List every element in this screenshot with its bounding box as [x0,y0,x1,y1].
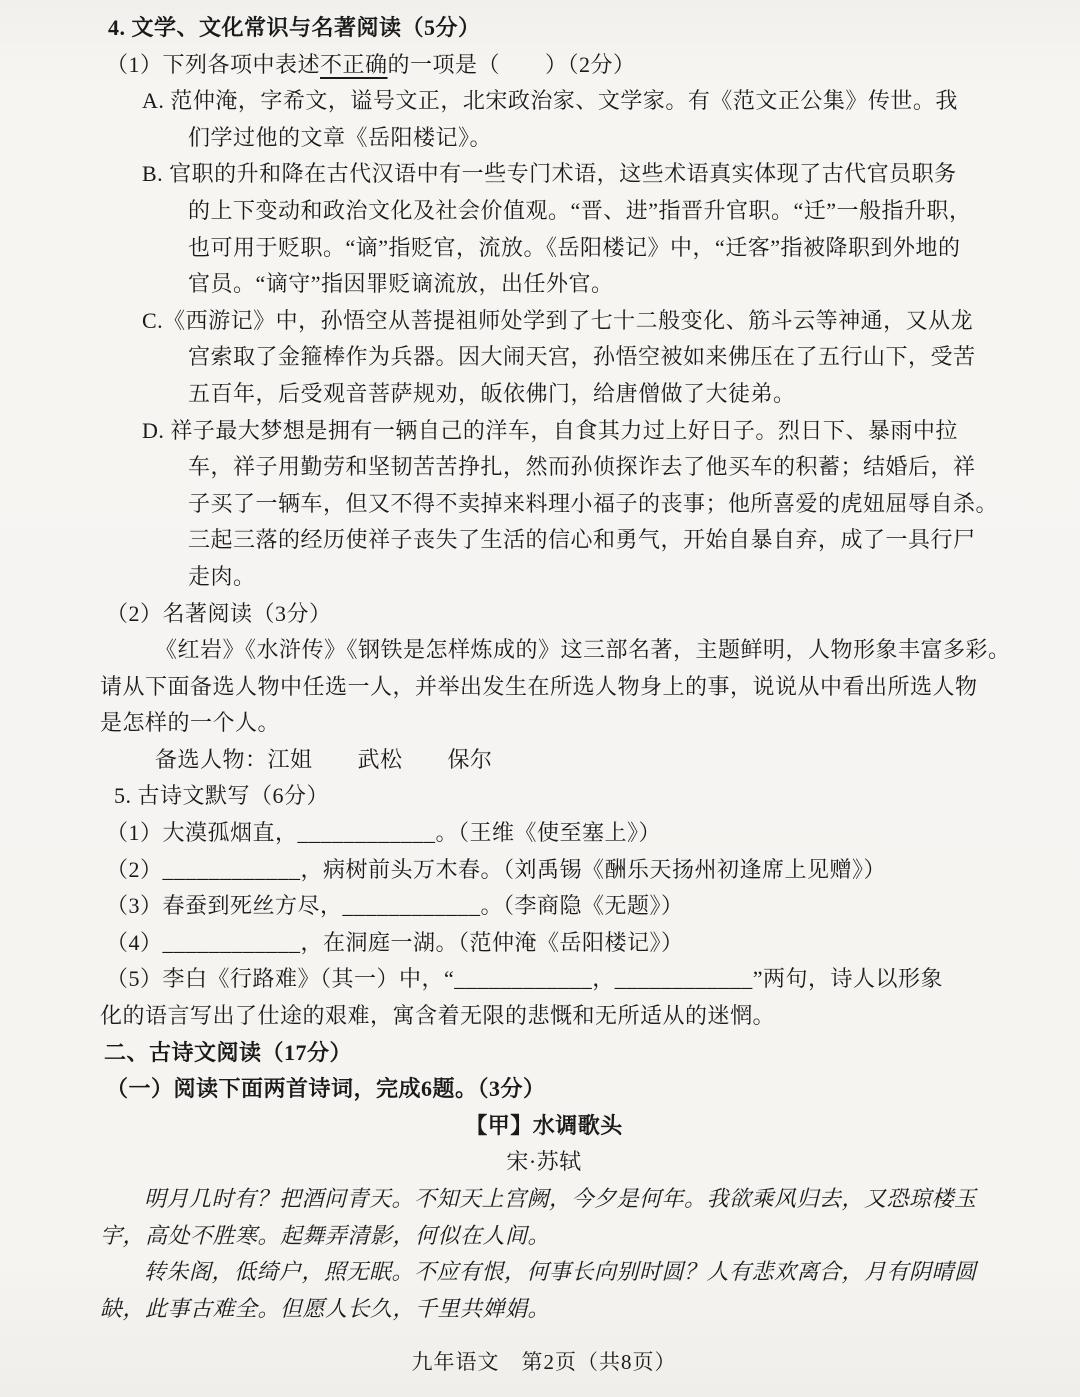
option-a-line: 们学过他的文章《岳阳楼记》。 [188,124,493,150]
candidate-characters: 备选人物：江姐 武松 保尔 [155,746,493,772]
question-1-stem [100,47,988,84]
option-b-line: 也可用于贬职。“谪”指贬官，流放。《岳阳楼记》中，“迁客”指被降职到外地的 [188,234,961,260]
option-c-line: 宫索取了金箍棒作为兵器。因大闹天宫，孙悟空被如来佛压在了五行山下，受苦 [188,344,976,370]
option-b-line: 官员。“谪守”指因罪贬谪流放，出任外官。 [188,271,614,297]
poem-line: 转朱阁，低绮户，照无眠。不应有恨，何事长向别时圆？人有悲欢离合，月有阴晴圆 [144,1259,977,1285]
option-c-line: 五百年，后受观音菩萨规劝，皈依佛门，给唐僧做了大徒弟。 [188,380,796,406]
option-d-line: 车，祥子用勤劳和坚韧苦苦挣扎，然而孙侦探诈去了他买车的积蓄；结婚后，祥 [188,454,976,480]
dictation-item: （3）春蚕到死丝方尽，____________。（李商隐《无题》） [106,893,684,919]
section-2-heading: 二、古诗文阅读（17分） [104,1039,353,1065]
question-2-text: 请从下面备选人物中任选一人，并举出发生在所选人物身上的事，说说从中看出所选人物 [100,673,978,699]
text-segment: 的一项是（ ）（2分） [387,51,636,77]
dictation-item: （5）李白《行路难》（其一）中，“____________，____________”两句，诗人以形象 [106,966,944,992]
option-d-line: 三起三落的经历使祥子丧失了生活的信心和勇气，开始自暴自弃，成了一具行尸 [188,527,976,553]
part-1-instruction: （一）阅读下面两首诗词，完成6题。（3分） [106,1076,546,1102]
dictation-item: （2）____________，病树前头万木春。（刘禹锡《酬乐天扬州初逢席上见赠》） [106,856,887,882]
option-d-line: 走肉。 [188,563,256,589]
text-segment: （1）下列各项中表述 [106,51,321,77]
dictation-item: 化的语言写出了仕途的艰难，寓含着无限的悲慨和无所适从的迷惘。 [100,1003,776,1029]
dictation-item: （4）____________，在洞庭一湖。（范仲淹《岳阳楼记》） [106,929,684,955]
section-5-title: 5. 古诗文默写（6分） [114,783,330,809]
question-2-title: （2）名著阅读（3分） [106,600,332,626]
document-body [100,10,1011,1327]
option-a-line: A. 范仲淹，字希文，谥号文正，北宋政治家、文学家。有《范文正公集》传世。我 [142,88,958,114]
option-d-line: D. 祥子最大梦想是拥有一辆自己的洋车，自食其力过上好日子。烈日下、暴雨中拉 [142,417,958,443]
poem-line: 缺，此事古难全。但愿人长久，千里共婵娟。 [100,1295,551,1321]
dictation-item: （1）大漠孤烟直，____________。（王维《使至塞上》） [106,820,662,846]
poem-line: 明月几时有？把酒问青天。不知天上宫阙，今夕是何年。我欲乘风归去，又恐琼楼玉 [144,1186,977,1211]
poem-author: 宋·苏轼 [506,1149,582,1175]
option-b-line: 的上下变动和政治文化及社会价值观。“晋、进”指晋升官职。“迁”一般指升职， [188,197,972,223]
question-2-text: 《红岩》《水浒传》《钢铁是怎样炼成的》这三部名著，主题鲜明，人物形象丰富多彩。 [155,637,1011,663]
option-b-line: B. 官职的升和降在古代汉语中有一些专门术语，这些术语真实体现了古代官员职务 [142,161,957,187]
emphasized-text: 不正确 [320,51,388,77]
question-2-text: 是怎样的一个人。 [100,710,281,736]
section-4-title: 4. 文学、文化常识与名著阅读（5分） [108,15,481,40]
poem-line: 宇，高处不胜寒。起舞弄清影，何似在人间。 [100,1222,551,1248]
page-footer: 九年语文 第2页（共8页） [411,1350,677,1375]
option-c-line: C.《西游记》中，孙悟空从菩提祖师处学到了七十二般变化、筋斗云等神通，又从龙 [142,307,974,333]
poem-title: 【甲】水调歌头 [465,1112,623,1138]
option-d-line: 子买了一辆车，但又不得不卖掉来料理小福子的丧事；他所喜爱的虎妞屈辱自杀。 [188,490,999,516]
